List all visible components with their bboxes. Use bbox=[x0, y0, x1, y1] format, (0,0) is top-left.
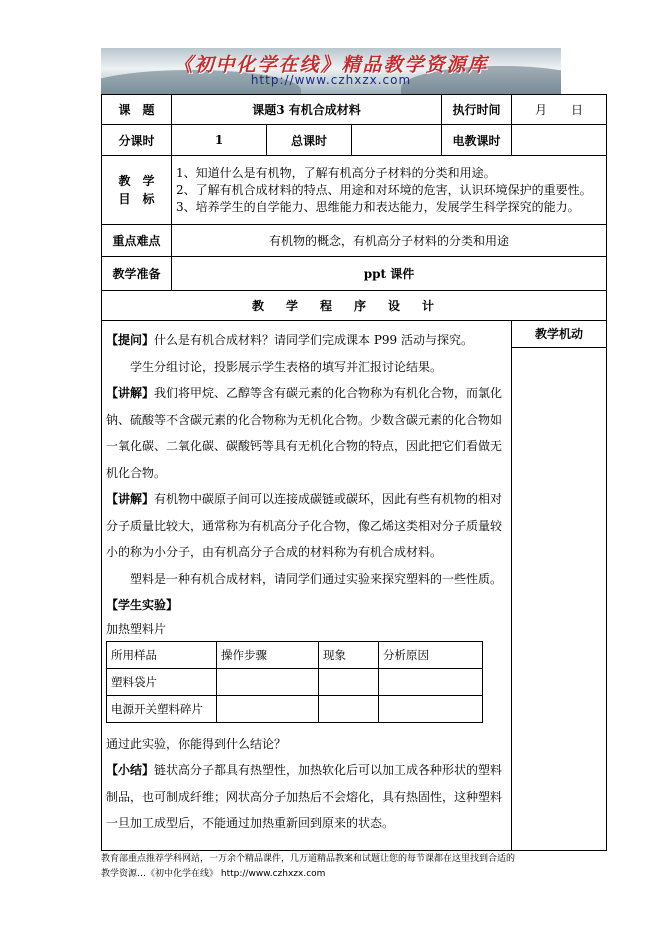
exp-cell bbox=[379, 695, 483, 722]
exp-cell bbox=[319, 668, 379, 695]
goal-item: 3、培养学生的自学能力、思维能力和表达能力，发展学生科学探究的能力。 bbox=[176, 199, 580, 214]
banner bbox=[101, 48, 561, 94]
row-program-body bbox=[102, 321, 607, 851]
exp-header: 所用样品 bbox=[107, 641, 217, 668]
row-program-title bbox=[102, 291, 607, 321]
tag-student-experiment: 【学生实验】 bbox=[106, 598, 179, 612]
summary-text: 链状高分子都具有热塑性，加热软化后可以加工成各种形状的塑料制品，也可制成纤维；网状高分子加热后不会熔化，具有热固性，这种塑料一旦加工成型后，不能通过加热重新回到原来的状态。 bbox=[106, 763, 503, 830]
exec-time-label: 执行时间 bbox=[442, 95, 512, 125]
lesson-plan-table bbox=[101, 94, 607, 851]
question-text: 什么是有机合成材料？请同学们完成课本 P99 活动与探究。 bbox=[154, 333, 473, 347]
exp-cell bbox=[379, 668, 483, 695]
page-footer bbox=[101, 852, 601, 882]
side-column bbox=[512, 321, 607, 851]
footer-resource-text: 教学资源…《初中化学在线》 bbox=[101, 869, 219, 879]
row-goals bbox=[102, 156, 607, 225]
paragraph-explain-2 bbox=[106, 486, 507, 566]
goal-item: 2、了解有机合成材料的特点、用途和对环境的危害，认识环境保护的重要性。 bbox=[176, 182, 592, 197]
banner-url[interactable]: http://www.czhxzx.com bbox=[250, 73, 412, 87]
total-period-value bbox=[352, 125, 442, 156]
period-value: 1 bbox=[172, 125, 267, 156]
footer-line-1: 教育部重点推荐学科网站，一万余个精品课件，几万道精品教案和试题让您的每节课都在这里找到合适的 bbox=[101, 854, 516, 864]
prep-value: ppt 课件 bbox=[172, 257, 607, 291]
exp-header: 现象 bbox=[319, 641, 379, 668]
prep-label: 教学准备 bbox=[102, 257, 172, 291]
row-topic bbox=[102, 95, 607, 125]
paragraph-plastic: 塑料是一种有机合成材料，请同学们通过实验来探究塑料的一些性质。 bbox=[130, 571, 503, 586]
topic-value: 课题3 有机合成材料 bbox=[172, 95, 442, 125]
goals-label-line1: 教 学 bbox=[118, 174, 155, 188]
program-body bbox=[102, 321, 512, 851]
experiment-row bbox=[107, 668, 483, 695]
exp-cell bbox=[319, 695, 379, 722]
tag-explain-2: 【讲解】 bbox=[106, 492, 155, 506]
experiment-header-row bbox=[107, 641, 483, 668]
goals-content bbox=[172, 156, 607, 225]
side-title: 教学机动 bbox=[512, 321, 606, 348]
goal-item: 1、知道什么是有机物，了解有机高分子材料的分类和用途。 bbox=[176, 165, 496, 180]
experiment-title: 加热塑料片 bbox=[106, 621, 167, 636]
topic-label: 课 题 bbox=[102, 95, 172, 125]
experiment-table bbox=[106, 641, 483, 723]
row-prep bbox=[102, 257, 607, 291]
exp-header: 分析原因 bbox=[379, 641, 483, 668]
row-period bbox=[102, 125, 607, 156]
edu-period-value bbox=[512, 125, 607, 156]
keypoints-label: 重点难点 bbox=[102, 225, 172, 257]
paragraph-discussion: 学生分组讨论，投影展示学生表格的填写并汇报讨论结果。 bbox=[130, 359, 443, 374]
goals-label-line2: 目 标 bbox=[118, 192, 155, 206]
row-keypoints bbox=[102, 225, 607, 257]
exp-header: 操作步骤 bbox=[217, 641, 319, 668]
paragraph-question bbox=[106, 327, 507, 354]
exp-cell: 塑料袋片 bbox=[107, 668, 217, 695]
exp-cell bbox=[217, 695, 319, 722]
tag-summary: 【小结】 bbox=[106, 763, 155, 777]
goals-label bbox=[102, 156, 172, 225]
experiment-row bbox=[107, 695, 483, 722]
tag-question: 【提问】 bbox=[106, 333, 155, 347]
footer-line-2 bbox=[101, 867, 601, 882]
exec-time-value: 月 日 bbox=[512, 95, 607, 125]
footer-link[interactable]: http://www.czhxzx.com bbox=[220, 869, 326, 879]
exp-cell bbox=[217, 668, 319, 695]
total-period-label: 总课时 bbox=[267, 125, 352, 156]
tag-explain-1: 【讲解】 bbox=[106, 386, 155, 400]
paragraph-explain-1 bbox=[106, 380, 507, 486]
program-title: 教学程序设计 bbox=[102, 291, 607, 321]
keypoints-value: 有机物的概念，有机高分子材料的分类和用途 bbox=[172, 225, 607, 257]
explain-2-text: 有机物中碳原子间可以连接成碳链或碳环，因此有些有机物的相对分子质量比较大，通常称为有机高分子化合物，像乙烯这类相对分子质量较小的称为小分子，由有机高分子合成的材料称为有机合成材料。 bbox=[106, 492, 503, 559]
edu-period-label: 电教课时 bbox=[442, 125, 512, 156]
exp-cell: 电源开关塑料碎片 bbox=[107, 695, 217, 722]
banner-title: 《初中化学在线》精品教学资源库 bbox=[173, 54, 489, 76]
paragraph-summary bbox=[106, 757, 507, 837]
explain-1-text: 我们将甲烷、乙醇等含有碳元素的化合物称为有机化合物，而氯化钠、硫酸等不含碳元素的化合物称为无机化合物。少数含碳元素的化合物如一氧化碳、二氧化碳、碳酸钙等具有无机化合物的特点，因此把它们看做无机化合物。 bbox=[106, 386, 503, 480]
paragraph-conclusion-question: 通过此实验，你能得到什么结论？ bbox=[106, 736, 287, 751]
period-label: 分课时 bbox=[102, 125, 172, 156]
